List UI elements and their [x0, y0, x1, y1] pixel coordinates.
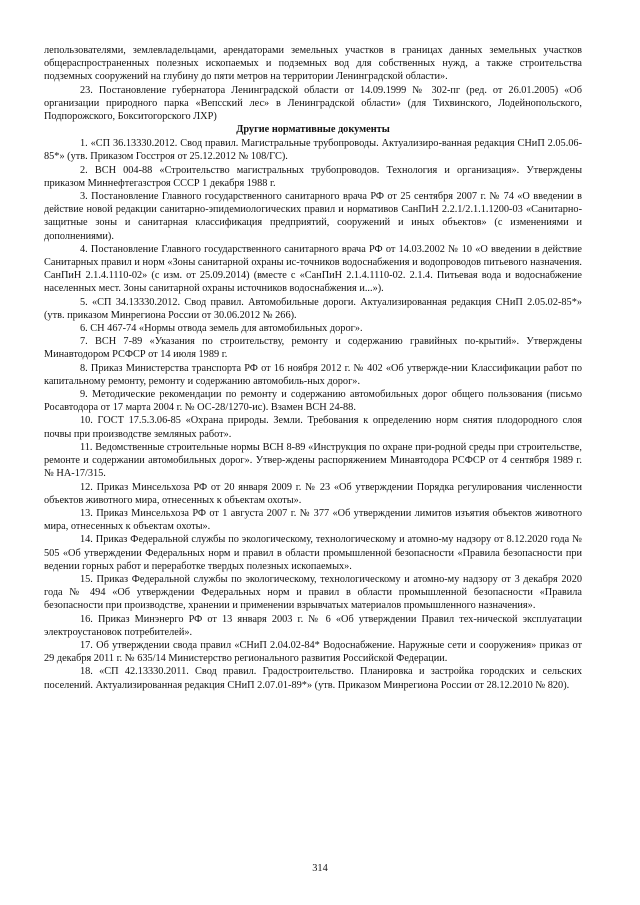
list-item: 16. Приказ Минэнерго РФ от 13 января 2003 г. № 6 «Об утверждении Правил тех-нической эксплуатации электроустановок потребителей».: [44, 613, 582, 638]
list-item: 10. ГОСТ 17.5.3.06-85 «Охрана природы. Земли. Требования к определению норм снятия плодородного слоя почвы при производстве земляных работ».: [44, 415, 582, 440]
list-item: 11. Ведомственные строительные нормы ВСН 8-89 «Инструкция по охране при-родной среды при строительстве, ремонте и содержании автомобильных дорог». Утвер-ждены распоряжением Минавтодора РСФСР от 4 сентября 1989 г. № НА-17/315.: [44, 441, 582, 480]
list-item: 5. «СП 34.13330.2012. Свод правил. Автомобильные дороги. Актуализированная редакция СНиП 2.05.02-85*» (утв. приказом Минрегиона России от 30.06.2012 № 266).: [44, 296, 582, 321]
list-item: 3. Постановление Главного государственного санитарного врача РФ от 25 сентября 2007 г. № 74 «О введении в действие новой редакции санитарно-эпидемиологических правил и нормативов СанПиН 2.2.1/2.1.1.1200-03 «Санитарно-защитные зоны и санитарная классификация предприятий, сооружений и иных объектов» (с изменениями и дополнениями).: [44, 191, 582, 242]
list-item: 8. Приказ Министерства транспорта РФ от 16 ноября 2012 г. № 402 «Об утвержде-нии Классификации работ по капитальному ремонту, ремонту и содержанию автомобиль-ных дорог».: [44, 362, 582, 387]
paragraph-item-23: 23. Постановление губернатора Ленинградской области от 14.09.1999 № 302-пг (ред. от 26.01.2005) «Об организации природного парка «Вепсский лес» в Ленинградской области» (для Тихвинского, Лодейнопольского, Подпорожского, Бокситогорского ЛХР): [44, 84, 582, 123]
page-number: 314: [312, 863, 328, 874]
paragraph-intro-continuation: лепользователями, землевладельцами, арендаторами земельных участков в границах данных земельных участков общераспространенных полезных ископаемых и подземных вод для собственных нужд, а также строительства подземных сооружений на глубину до пяти метров на территории Ленинградской области».: [44, 45, 582, 83]
list-item: 1. «СП 36.13330.2012. Свод правил. Магистральные трубопроводы. Актуализиро-ванная редакция СНиП 2.05.06-85*» (утв. Приказом Госстроя от 25.12.2012 № 108/ГС).: [44, 138, 582, 163]
list-item: 13. Приказ Минсельхоза РФ от 1 августа 2007 г. № 377 «Об утверждении лимитов изъятия объектов животного мира, отнесенных к объектам охоты».: [44, 507, 582, 533]
document-page: [44, 44, 582, 692]
list-item: 14. Приказ Федеральной службы по экологическому, технологическому и атомно-му надзору от 8.12.2020 года № 505 «Об утверждении Федеральных норм и правил в области промышленной безопасности «Правила безопасности при ведении горных работ и переработке твердых полезных ископаемых».: [44, 534, 582, 572]
list-item: 15. Приказ Федеральной службы по экологическому, технологическому и атомно-му надзору от 3 декабря 2020 года № 494 «Об утверждении Федеральных норм и правил в области промышленной безопасности «Правила безопасности при производстве, хранении и применении взрывчатых материалов промышленного назначения».: [44, 573, 582, 612]
list-item: 9. Методические рекомендации по ремонту и содержанию автомобильных дорог общего пользования (письмо Росавтодора от 17 марта 2004 г. № ОС-28/1270-ис). Взамен ВСН 24-88.: [44, 389, 582, 414]
list-item: 7. ВСН 7-89 «Указания по строительству, ремонту и содержанию гравийных по-крытий». Утверждены Минавтодором РСФСР от 14 июля 1989 г.: [44, 336, 582, 361]
section-heading: Другие нормативные документы: [236, 124, 390, 136]
list-item: 6. СН 467-74 «Нормы отвода земель для автомобильных дорог».: [80, 323, 363, 335]
list-item: 12. Приказ Минсельхоза РФ от 20 января 2009 г. № 23 «Об утверждении Порядка регулирования численности объектов животного мира, отнесенных к объектам охоты».: [44, 481, 582, 506]
list-item: 17. Об утверждении свода правил «СНиП 2.04.02-84* Водоснабжение. Наружные сети и сооружения» приказ от 29 декабря 2011 г. № 635/14 Министерство регионального развития Российской Федерации.: [44, 639, 582, 665]
list-item: 18. «СП 42.13330.2011. Свод правил. Градостроительство. Планировка и застройка городских и сельских поселений. Актуализированная редакция СНиП 2.07.01-89*» (утв. Приказом Минрегиона России от 28.12.2010 № 820).: [44, 666, 582, 691]
list-item: 4. Постановление Главного государственного санитарного врача РФ от 14.03.2002 № 10 «О введении в действие Санитарных правил и норм «Зоны санитарной охраны ис-точников водоснабжения и водопроводов питьевого назначения. СанПиН 2.1.4.1110-02» (с изм. от 25.09.2014) (вместе с «СанПиН 2.1.4.1110-02. 2.1.4. Питьевая вода и водоснабжение населенных мест. Зоны санитарной охраны источников водоснабжения и...»).: [44, 243, 582, 295]
list-item: 2. ВСН 004-88 «Строительство магистральных трубопроводов. Технология и организация». Утверждены приказом Миннефтегазстроя СССР 1 декабря 1988 г.: [44, 164, 582, 189]
